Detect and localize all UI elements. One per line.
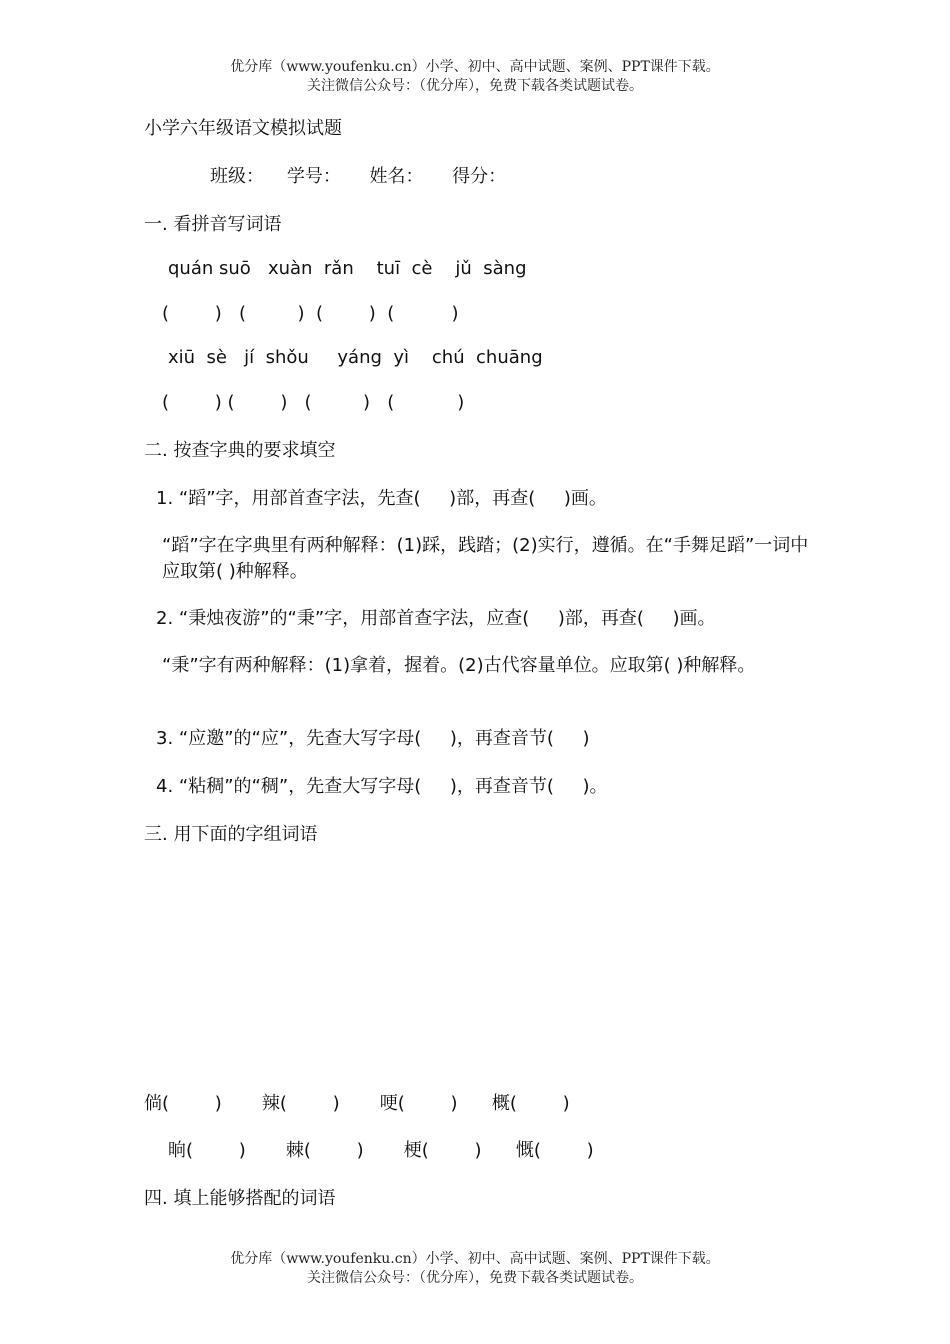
student-info-line: 班级： 学号： 姓名： 得分： [210,166,507,187]
page-footer [0,1250,950,1288]
footer-line-1: 优分库（www.youfenku.cn）小学、初中、高中试题、案例、PPT课件下载。 [230,1251,720,1267]
question-1: 1. “蹈”字，用部首查字法，先查( )部，再查( )画。 [156,488,607,509]
section-2-heading: 二. 按查字典的要求填空 [144,440,336,461]
page-header [0,58,950,96]
section-4-heading: 四. 填上能够搭配的词语 [144,1188,336,1209]
section-3-heading: 三. 用下面的字组词语 [144,824,318,845]
word-group-row-1: 倘( ) 辣( ) 哽( ) 概( ) [144,1093,570,1114]
header-line-2: 关注微信公众号：（优分库），免费下载各类试题试卷。 [307,78,643,94]
question-2-explanation: “秉”字有两种解释：(1)拿着，握着。(2)古代容量单位。应取第( )种解释。 [162,655,756,676]
question-4: 4. “粘稠”的“稠”，先查大写字母( )，再查音节( )。 [156,776,608,797]
footer-line-2: 关注微信公众号：（优分库），免费下载各类试题试卷。 [307,1270,643,1286]
question-2: 2. “秉烛夜游”的“秉”字，用部首查字法，应查( )部，再查( )画。 [156,608,716,629]
exam-title: 小学六年级语文模拟试题 [144,118,342,139]
blank-row-1: ( ) ( ) ( ) ( ) [162,303,459,324]
word-group-row-2: 晌( ) 棘( ) 梗( ) 慨( ) [168,1140,594,1161]
question-3: 3. “应邀”的“应”，先查大写字母( )，再查音节( ) [156,728,590,749]
pinyin-row-2: xiū sè jí shǒu yáng yì chú chuāng [168,347,543,368]
section-1-heading: 一. 看拼音写词语 [144,214,282,235]
pinyin-row-1: quán suō xuàn rǎn tuī cè jǔ sàng [168,258,527,279]
header-line-1: 优分库（www.youfenku.cn）小学、初中、高中试题、案例、PPT课件下载。 [230,59,720,75]
question-1-explanation: “蹈”字在字典里有两种解释：(1)踩，践踏；(2)实行，遵循。在“手舞足蹈”一词中应取第( )种解释。 [162,535,809,582]
blank-row-2: ( ) ( ) ( ) ( ) [162,392,465,413]
